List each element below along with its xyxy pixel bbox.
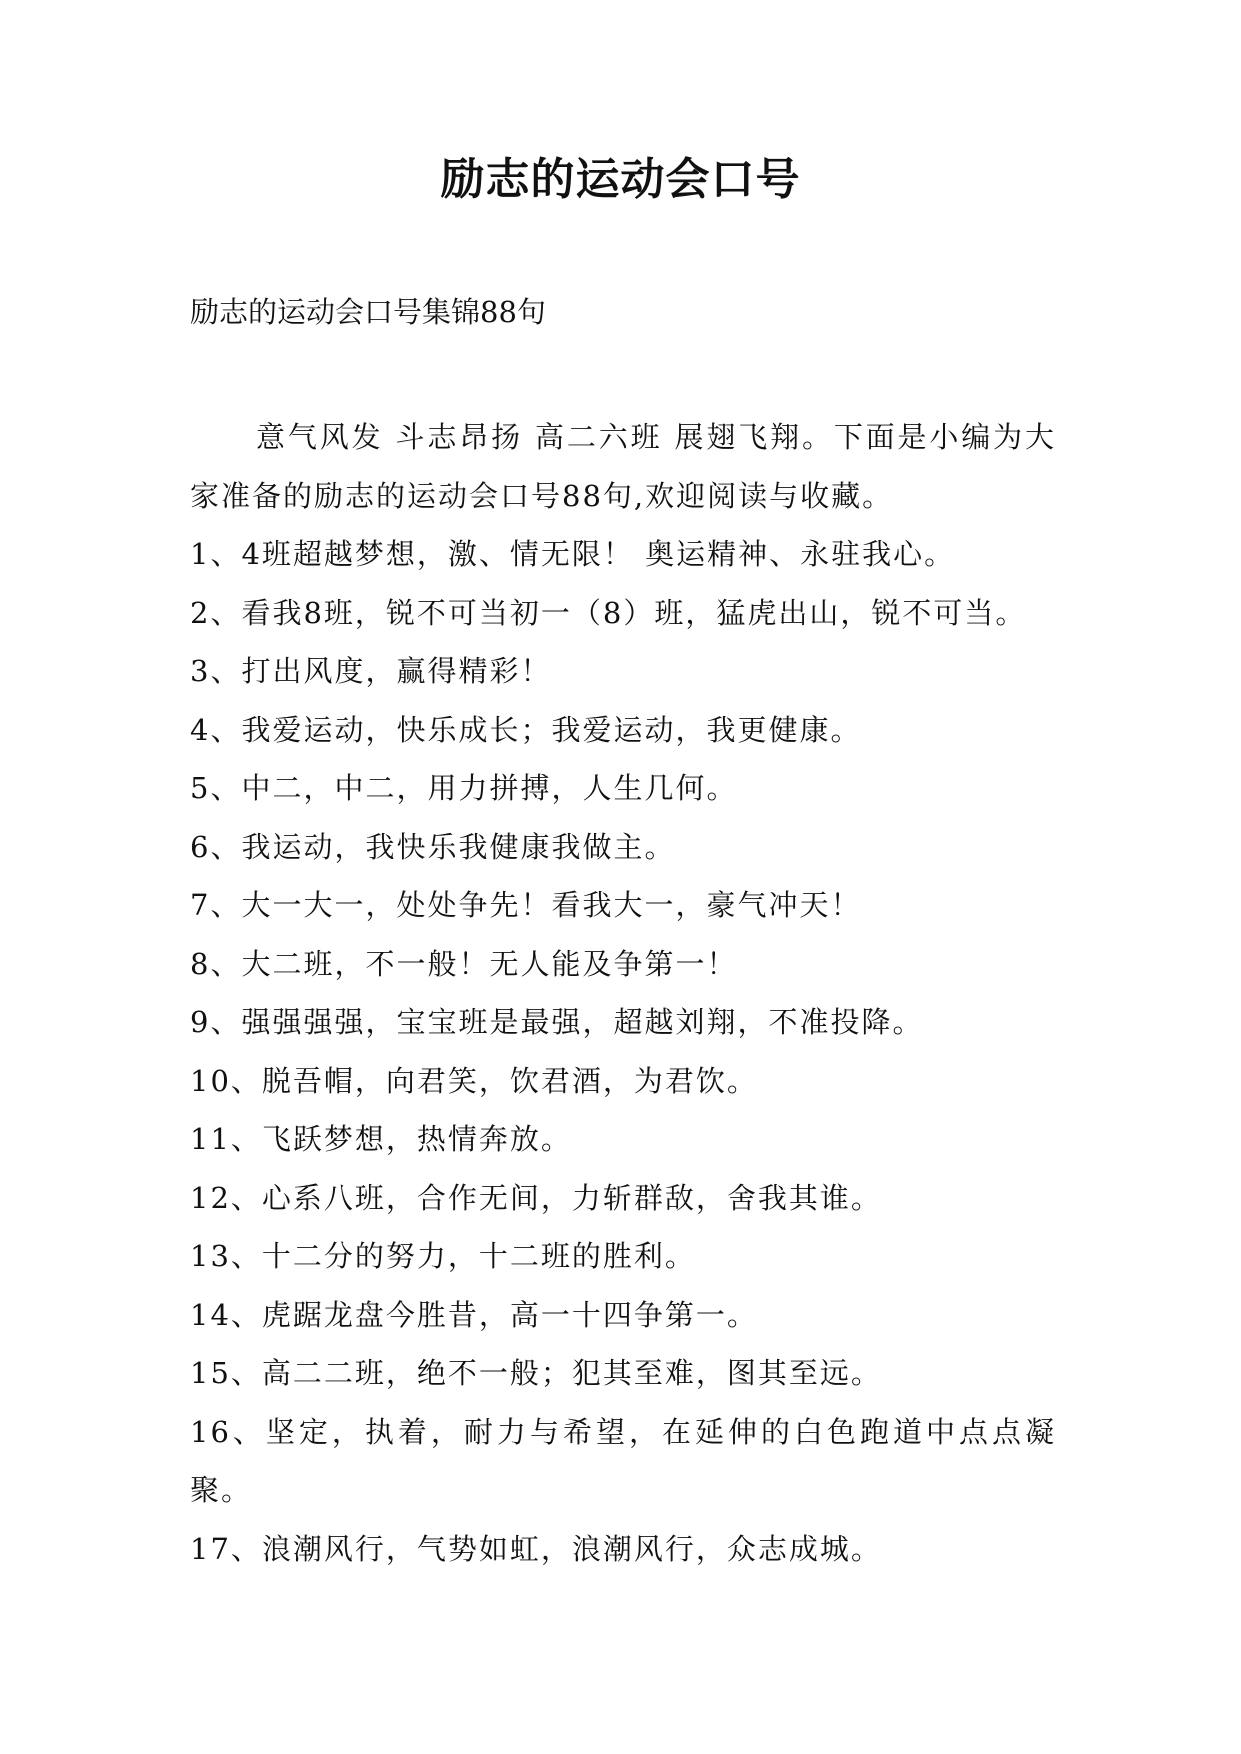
slogan-item: 15、高二二班，绝不一般；犯其至难，图其至远。 xyxy=(190,1356,882,1390)
slogan-item: 6、我运动，我快乐我健康我做主。 xyxy=(190,829,676,864)
slogan-item: 4、我爱运动，快乐成长；我爱运动，我更健康。 xyxy=(190,712,862,747)
slogan-item: 13、十二分的努力，十二班的胜利。 xyxy=(190,1239,696,1273)
document-subtitle: 励志的运动会口号集锦88句 xyxy=(190,295,546,329)
slogan-item: 9、强强强强，宝宝班是最强，超越刘翔，不准投降。 xyxy=(190,1005,924,1039)
slogan-item: 8、大二班，不一般！无人能及争第一！ xyxy=(190,946,738,981)
intro-paragraph: 意气风发 斗志昂扬 高二六班 展翅飞翔。下面是小编为大家准备的励志的运动会口号88句,欢迎阅读与收藏。 xyxy=(190,420,1056,513)
slogan-item: 17、浪潮风行，气势如虹，浪潮风行，众志成城。 xyxy=(190,1531,882,1566)
document-title: 励志的运动会口号 xyxy=(440,154,801,205)
slogan-item: 12、心系八班，合作无间，力斩群敌，舍我其谁。 xyxy=(190,1180,882,1215)
slogan-item: 7、大一大一，处处争先！看我大一，豪气冲天！ xyxy=(190,888,862,922)
slogan-item: 14、虎踞龙盘今胜昔，高一十四争第一。 xyxy=(190,1297,758,1332)
slogan-item: 16、坚定，执着，耐力与希望，在延伸的白色跑道中点点凝聚。 xyxy=(190,1414,1056,1507)
document-body xyxy=(190,408,1056,1578)
slogan-item: 10、脱吾帽，向君笑，饮君酒，为君饮。 xyxy=(190,1063,758,1098)
slogan-item: 11、飞跃梦想，热情奔放。 xyxy=(190,1122,572,1156)
slogan-item: 1、4班超越梦想，激、情无限！ 奥运精神、永驻我心。 xyxy=(190,537,956,571)
slogan-item: 5、中二，中二，用力拼搏，人生几何。 xyxy=(190,771,738,805)
slogan-item: 2、看我8班，锐不可当初一（8）班，猛虎出山，锐不可当。 xyxy=(190,595,1027,630)
slogan-item: 3、打出风度，赢得精彩！ xyxy=(190,654,552,688)
